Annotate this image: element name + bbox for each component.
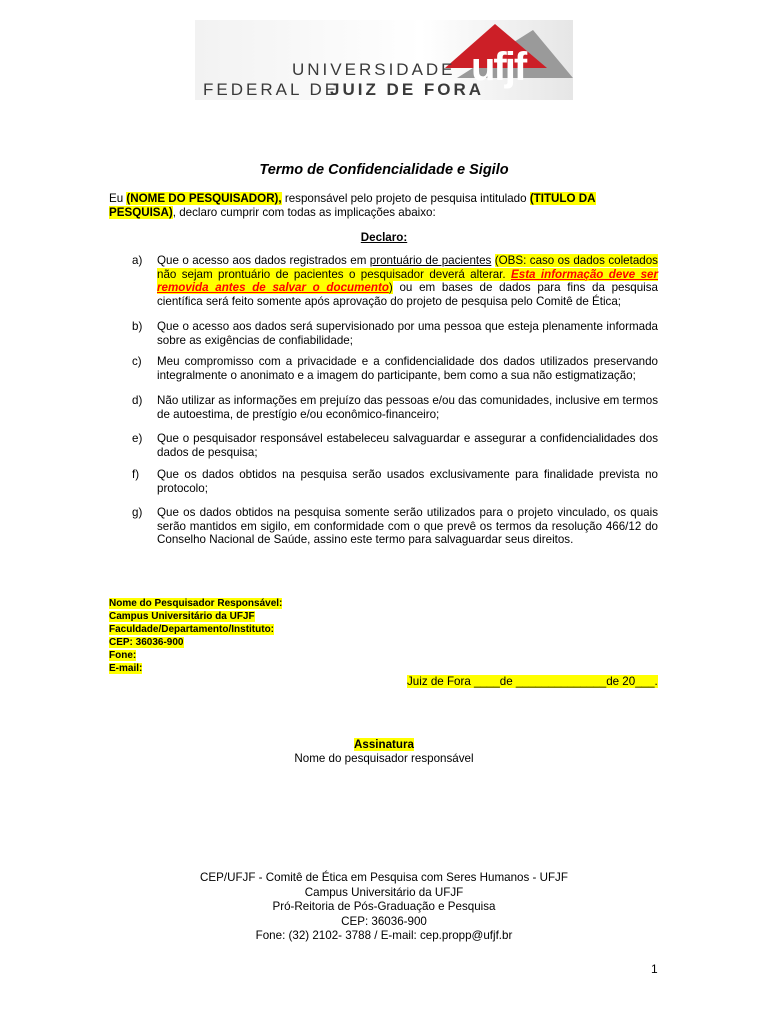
list-item-letter: f) xyxy=(132,468,140,481)
ufjf-logo xyxy=(195,20,573,100)
info-phone-label: Fone: xyxy=(109,650,137,661)
list-item-letter: g) xyxy=(132,506,143,519)
list-item-text: Que o acesso aos dados será supervisionado por uma pessoa que esteja plenamente informada sobre as exigências de confiabilidade; xyxy=(157,320,658,347)
date-line xyxy=(407,675,658,688)
logo-line1: UNIVERSIDADE xyxy=(292,60,456,79)
item-a-obs-end: ) xyxy=(388,281,393,294)
logo-line2-a: FEDERAL DE xyxy=(203,80,340,99)
intro-text-1: Eu xyxy=(109,192,127,205)
researcher-info-block xyxy=(109,597,282,675)
list-item-text: Que o pesquisador responsável estabeleceu salvaguardar e assegurar a confidencialidades dos dados de pesquisa; xyxy=(157,432,658,459)
footer-line-cep: CEP: 36036-900 xyxy=(341,914,427,928)
list-item-text: Meu compromisso com a privacidade e a confidencialidade dos dados utilizados preservando integralmente o anonimato e a imagem do participante, bem como a sua não estigmatização; xyxy=(157,355,658,382)
list-item-text xyxy=(157,254,658,308)
list-item-letter: b) xyxy=(132,320,143,333)
footer-line-contact: Fone: (32) 2102- 3788 / E-mail: cep.propp@ufjf.br xyxy=(255,929,513,942)
signature-label: Assinatura xyxy=(354,738,414,751)
intro-paragraph xyxy=(109,192,658,219)
project-title-placeholder: (TITULO DA PESQUISA) xyxy=(109,192,596,219)
list-item-text: Não utilizar as informações em prejuízo das pessoas e/ou das comunidades, inclusive em termos de autoestima, de prestígio e/ou econômico-financeiro; xyxy=(157,394,658,421)
footer-line-committee: CEP/UFJF - Comitê de Ética em Pesquisa com Seres Humanos - UFJF xyxy=(200,871,568,884)
signature-block xyxy=(0,738,768,765)
item-a-warning: Esta informação deve ser removida antes de salvar o documento xyxy=(157,267,658,294)
info-faculty-label: Faculdade/Departamento/Instituto: xyxy=(109,624,275,635)
researcher-name-placeholder: (NOME DO PESQUISADOR), xyxy=(126,192,282,205)
info-email-label: E-mail: xyxy=(109,663,143,674)
item-a-prontuario: prontuário de pacientes xyxy=(369,254,492,267)
item-a-text-4: ou em bases de dados para fins da pesquisa científica será feito somente após aprovação do projeto de pesquisa pelo Comitê de Ética; xyxy=(157,281,658,308)
document-footer xyxy=(0,871,768,944)
logo-line2-b: JUIZ DE FORA xyxy=(330,80,485,99)
intro-text-3: , declaro cumprir com todas as implicações abaixo: xyxy=(172,205,436,219)
intro-text-2: responsável pelo projeto de pesquisa intitulado xyxy=(281,192,530,205)
declaro-heading: Declaro: xyxy=(360,231,408,244)
footer-line-campus: Campus Universitário da UFJF xyxy=(304,885,464,899)
signature-name: Nome do pesquisador responsável xyxy=(294,751,474,765)
list-item-text: Que os dados obtidos na pesquisa serão usados exclusivamente para finalidade prevista no protocolo; xyxy=(157,468,658,495)
footer-line-proreitoria: Pró-Reitoria de Pós-Graduação e Pesquisa xyxy=(272,900,496,913)
list-item-letter: a) xyxy=(132,254,143,267)
date-line-text: Juiz de Fora ____de ______________de 20___. xyxy=(407,675,658,688)
info-campus: Campus Universitário da UFJF xyxy=(109,611,255,622)
logo-mark: ufjf xyxy=(471,45,526,89)
page-number: 1 xyxy=(651,962,658,976)
list-item-text: Que os dados obtidos na pesquisa somente serão utilizados para o projeto vinculado, os quais serão mantidos em sigilo, em conformidade com o que prevê os termos da resolução 466/12 do Conselho Nacional de Saúde, assino este termo para salvaguardar seus direitos. xyxy=(157,506,658,546)
list-item-letter: c) xyxy=(132,355,142,368)
ufjf-logo-graphic xyxy=(195,20,573,100)
list-item-letter: d) xyxy=(132,394,143,407)
document-title: Termo de Confidencialidade e Sigilo xyxy=(259,162,509,178)
list-item-letter: e) xyxy=(132,432,143,445)
info-cep: CEP: 36036-900 xyxy=(109,637,184,648)
info-researcher-name-label: Nome do Pesquisador Responsável: xyxy=(109,598,283,609)
item-a-text-1: Que o acesso aos dados registrados em xyxy=(157,254,370,267)
item-a-obs-note: (OBS: caso os dados coletados não sejam prontuário de pacientes o pesquisador deverá alterar. xyxy=(157,254,658,281)
